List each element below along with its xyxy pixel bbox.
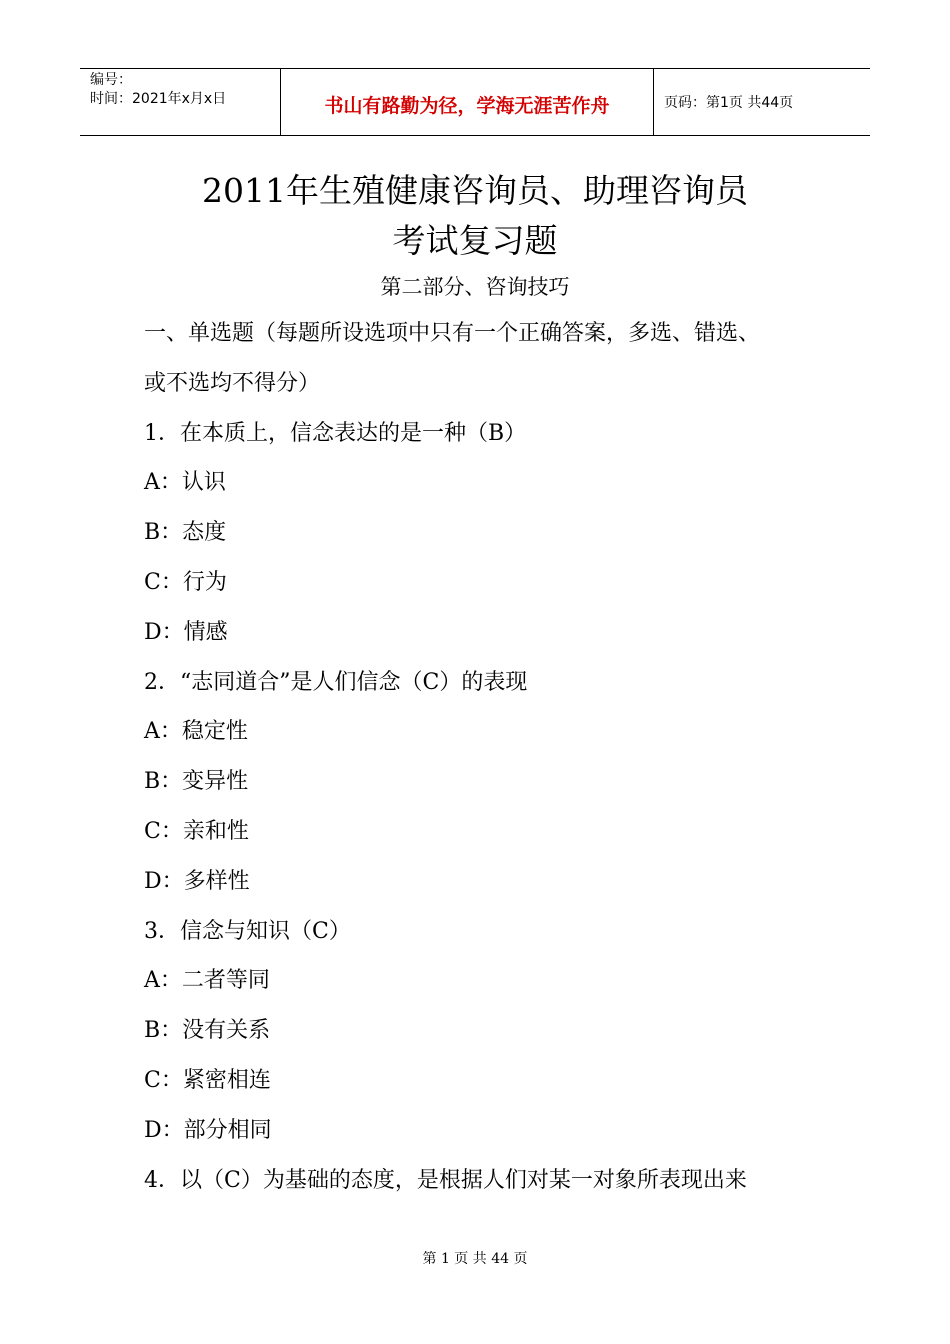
option-line: B：没有关系: [144, 1018, 271, 1044]
text-line: 或不选均不得分）: [144, 370, 321, 396]
question-line: 1．在本质上，信念表达的是一种（B）: [144, 420, 527, 446]
section-subtitle: 第二部分、咨询技巧: [380, 275, 570, 299]
option-line: A：稳定性: [144, 719, 248, 745]
option-line: A：认识: [144, 470, 226, 496]
option-line: B：态度: [144, 520, 227, 546]
option-line: A：二者等同: [144, 968, 270, 994]
header-meta-cell: [80, 69, 281, 135]
question-line: 4．以（C）为基础的态度，是根据人们对某一对象所表现出来: [144, 1167, 747, 1193]
document-body: [144, 316, 834, 1212]
option-line: D：情感: [144, 619, 228, 645]
page-info: 页码：第1页 共44页: [664, 95, 794, 111]
document-title-line1: 2011年生殖健康咨询员、助理咨询员: [202, 171, 748, 210]
page-footer: 第 1 页 共 44 页: [422, 1251, 528, 1267]
time-label: 时间：2021年x月x日: [90, 91, 227, 107]
motto-text: 书山有路勤为径，学海无涯苦作舟: [324, 94, 610, 117]
header-page-cell: [654, 69, 870, 135]
question-line: 2．“志同道合”是人们信念（C）的表现: [144, 669, 528, 695]
number-label: 编号：: [90, 72, 132, 88]
option-line: B：变异性: [144, 769, 249, 795]
document-header: [80, 68, 870, 136]
document-title-line2: 考试复习题: [392, 221, 558, 260]
question-line: 3．信念与知识（C）: [144, 918, 351, 944]
option-line: C：紧密相连: [144, 1067, 271, 1093]
option-line: C：亲和性: [144, 818, 249, 844]
option-line: D：多样性: [144, 868, 250, 894]
text-line: 一、单选题（每题所设选项中只有一个正确答案，多选、错选、: [144, 321, 761, 346]
option-line: C：行为: [144, 569, 227, 595]
header-motto-cell: [281, 69, 654, 135]
option-line: D：部分相同: [144, 1117, 272, 1143]
